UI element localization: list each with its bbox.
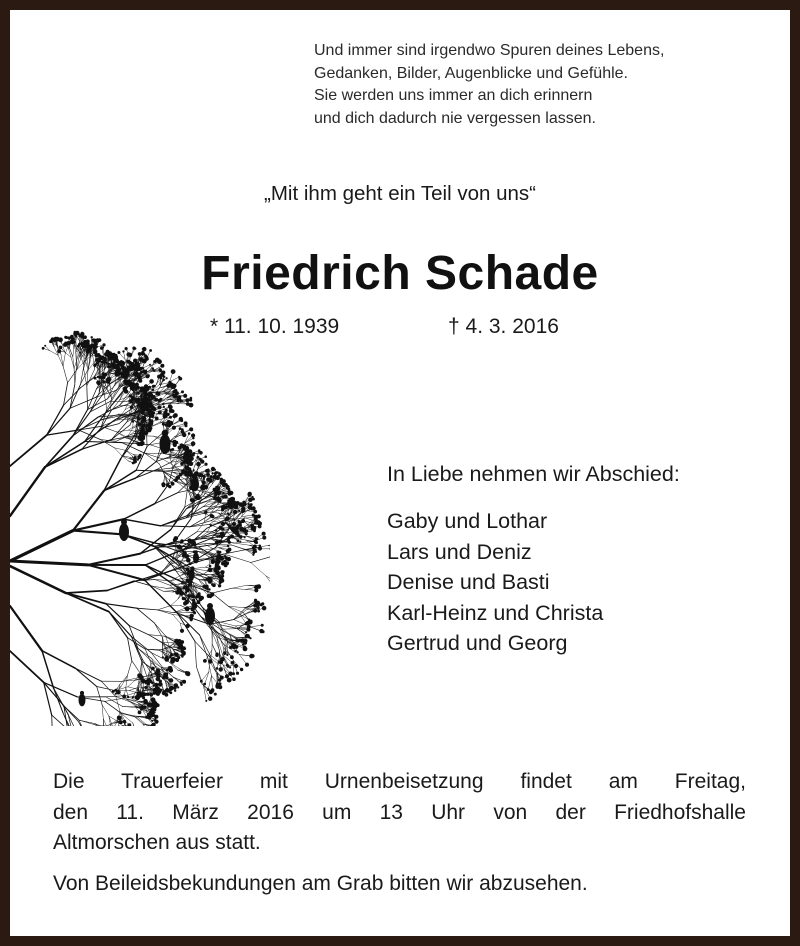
mourner-entry: Gertrud und Georg (387, 631, 568, 656)
obituary-card (10, 10, 790, 936)
birth-date: * 11. 10. 1939 (210, 315, 340, 338)
death-date: † 4. 3. 2016 (448, 315, 559, 338)
mourner-entry: Denise und Basti (387, 570, 550, 595)
mourners-list (387, 506, 603, 659)
poem-line: und dich dadurch nie vergessen lassen. (314, 109, 596, 127)
tree-with-birds-illustration (10, 316, 270, 726)
farewell-heading: In Liebe nehmen wir Abschied: (387, 462, 680, 486)
poem-line: Gedanken, Bilder, Augenblicke und Gefühle. (314, 64, 628, 82)
poem (314, 40, 664, 130)
mourner-entry: Lars und Deniz (387, 539, 532, 564)
ceremony-line: Die Trauerfeier mit Urnenbeisetzung findet am Freitag, (53, 770, 746, 793)
ceremony-info (53, 767, 746, 859)
mourner-entry: Karl-Heinz und Christa (387, 600, 604, 625)
ceremony-line: den 11. März 2016 um 13 Uhr von der Friedhofshalle (53, 800, 746, 824)
mourner-entry: Gaby und Lothar (387, 509, 548, 533)
poem-line: Sie werden uns immer an dich erinnern (314, 87, 593, 104)
memorial-quote: „Mit ihm geht ein Teil von uns“ (264, 182, 536, 205)
condolence-request: Von Beileidsbekundungen am Grab bitten wir abzusehen. (53, 872, 588, 895)
ceremony-line: Altmorschen aus statt. (53, 831, 261, 854)
deceased-name: Friedrich Schade (201, 247, 599, 300)
poem-line: Und immer sind irgendwo Spuren deines Lebens, (314, 42, 665, 59)
